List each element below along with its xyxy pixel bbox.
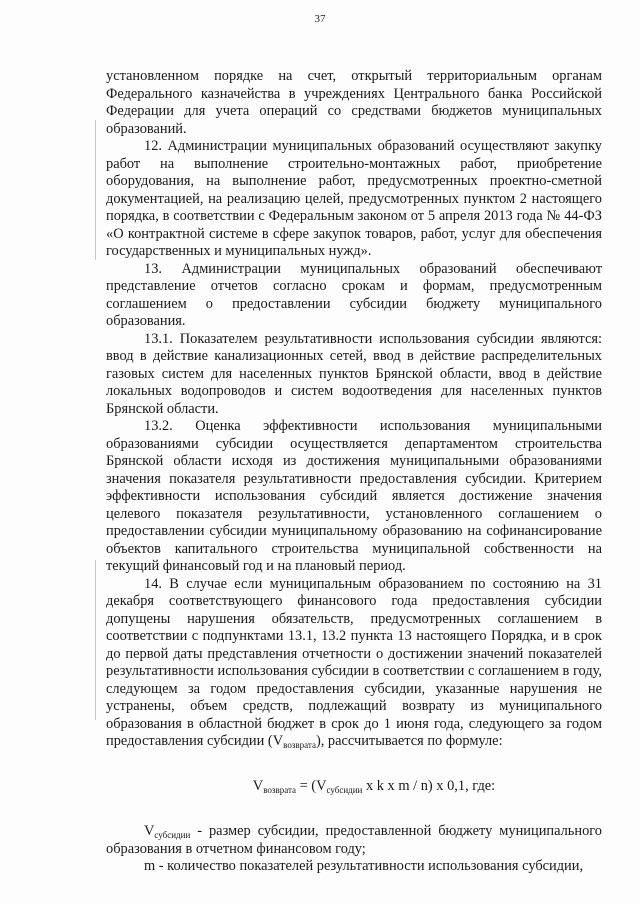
formula-rhs-subscript: субсидии xyxy=(326,784,363,795)
paragraph-13-1: 13.1. Показателем результативности использования субсидии являются: ввод в действие канализационных сетей, ввод в действие распределительных газовых систем для населенных пунктов Брянской области, ввод в действие локальных водопроводов и систем водоотведения для населенных пунктов Брянской области. xyxy=(106,330,602,417)
variable-v: V xyxy=(272,733,284,749)
definition-v-subsidy xyxy=(106,823,602,858)
definition-v: V xyxy=(144,823,155,839)
paragraph-14-text: 14. В случае если муниципальным образованием по состоянию на 31 декабря соответствующего финансового года предоставления субсидии допущены нарушения обязательств, предусмотренных соглашением в соответствии с подпунктами 13.1, 13.2 пункта 13 настоящего Порядка, и в срок до первой даты представления отчетности о достижении значений показателей результативности использования субсидии в соответствии с соглашением в году, следующем за годом предоставления субсидии, указанные нарушения не устранены, объем средств, подлежащий возврату из муниципального образования в областной бюджет в срок до 1 июня года, следующего за годом предоставления субсидии ( xyxy=(106,575,602,749)
paragraph-14-end: ), рассчитывается по формуле: xyxy=(315,733,503,749)
paragraph-13-2: 13.2. Оценка эффективности использования муниципальными образованиями субсидии осуществляется департаментом строительства Брянской области исходя из достижения муниципальными образованиями значения показателя результативности предоставления субсидии. Критерием эффективности использования субсидий является достижение значения целевого показателя результативности, установленного соглашением о предоставлении субсидии муниципальному образованию на софинансирование объектов капитального строительства муниципальной собственности на текущий финансовый год и на плановый период. xyxy=(106,418,602,574)
definition-subscript: субсидии xyxy=(154,830,191,840)
formula-lhs-subscript: возврата xyxy=(263,784,296,795)
paragraph-continuation: установленном порядке на счет, открытый территориальным органам Федерального казначейства в учреждениях Центрального банка Российской Федерации для учета операций со средствами бюджетов муниципальных образований. xyxy=(106,68,602,137)
formula-lhs-v: V xyxy=(252,777,264,794)
variable-subscript: возврата xyxy=(283,740,316,750)
page-number: 37 xyxy=(314,13,326,25)
paragraph-12: 12. Администрации муниципальных образований осуществляют закупку работ на выполнение строительно-монтажных работ, приобретение оборудования, на выполнение работ, предусмотренных проектно-сметной документацией, на реализацию целей, предусмотренных пунктом 2 настоящего порядка, в соответствии с Федеральным законом от 5 апреля 2013 года № 44-ФЗ «О контрактной системе в сфере закупок товаров, работ, услуг для обеспечения государственных и муниципальных нужд». xyxy=(106,138,602,259)
formula xyxy=(106,778,602,796)
formula-mid: = (V xyxy=(296,777,327,794)
scan-artifact xyxy=(95,560,96,720)
document-body xyxy=(106,68,602,876)
definition-m: m - количество показателей результативности использования субсидии, xyxy=(144,858,584,874)
definition-text: - размер субсидии, предоставленной бюджету муниципального образования в отчетном финансовом году; xyxy=(106,823,602,857)
paragraph-14 xyxy=(106,576,602,751)
formula-rhs: x k x m / n) x 0,1, где: xyxy=(362,777,496,794)
paragraph-13: 13. Администрации муниципальных образований обеспечивают представление отчетов согласно срокам и формам, предусмотренным соглашением о предоставлении субсидии бюджету муниципального образования. xyxy=(106,260,602,329)
scan-artifact xyxy=(95,120,96,260)
